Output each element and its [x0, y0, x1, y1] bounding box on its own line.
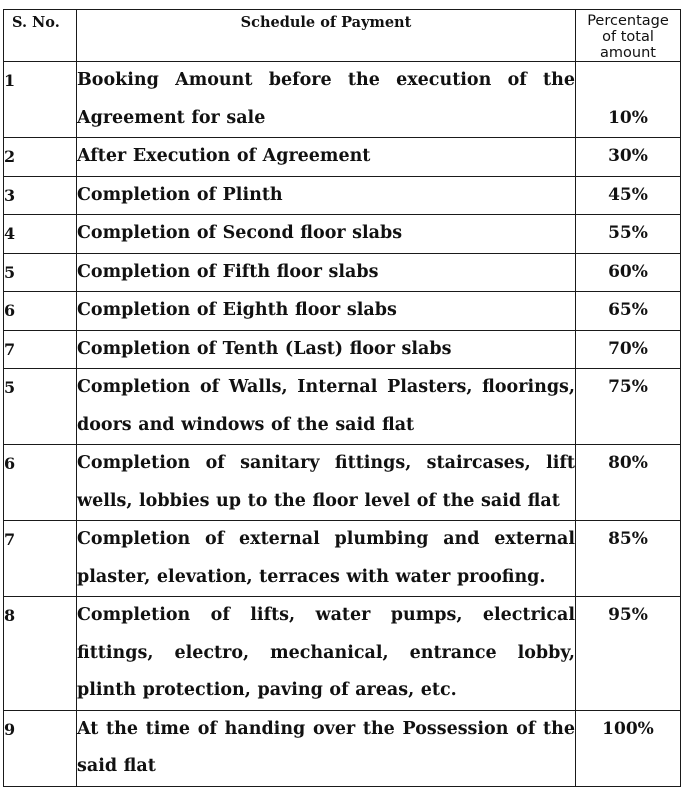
row-percentage: 45% — [576, 176, 681, 215]
row-sno: 6 — [4, 445, 77, 521]
header-sno: S. No. — [4, 10, 77, 62]
table-body — [4, 62, 681, 787]
row-schedule: Completion of Fifth floor slabs — [77, 253, 576, 292]
row-sno: 6 — [4, 292, 77, 331]
row-sno: 4 — [4, 215, 77, 254]
row-schedule: Booking Amount before the execution of the Agreement for sale — [77, 62, 576, 138]
row-schedule: Completion of Walls, Internal Plasters, floorings, doors and windows of the said flat — [77, 369, 576, 445]
table-row — [4, 62, 681, 138]
row-percentage: 80% — [576, 445, 681, 521]
row-schedule: Completion of lifts, water pumps, electrical fittings, electro, mechanical, entrance lobby, plinth protection, paving of areas, etc. — [77, 597, 576, 711]
row-schedule: After Execution of Agreement — [77, 138, 576, 177]
row-percentage: 10% — [576, 62, 681, 138]
row-sno: 9 — [4, 710, 77, 786]
table-row — [4, 710, 681, 786]
row-percentage: 65% — [576, 292, 681, 331]
header-percentage-line1: Percentage — [587, 13, 669, 29]
row-schedule: Completion of sanitary fittings, staircases, lift wells, lobbies up to the floor level of the said flat — [77, 445, 576, 521]
row-sno: 5 — [4, 253, 77, 292]
row-percentage: 100% — [576, 710, 681, 786]
row-schedule: Completion of external plumbing and external plaster, elevation, terraces with water proofing. — [77, 521, 576, 597]
table-row — [4, 330, 681, 369]
table-row — [4, 138, 681, 177]
row-schedule: At the time of handing over the Possession of the said flat — [77, 710, 576, 786]
payment-schedule-table — [3, 9, 681, 787]
row-sno: 8 — [4, 597, 77, 711]
header-percentage-line2: of total — [602, 29, 654, 45]
table-row — [4, 445, 681, 521]
row-percentage: 75% — [576, 369, 681, 445]
header-percentage — [576, 10, 681, 62]
row-percentage: 85% — [576, 521, 681, 597]
row-sno: 3 — [4, 176, 77, 215]
table-row — [4, 176, 681, 215]
table-row — [4, 253, 681, 292]
table-row — [4, 521, 681, 597]
row-percentage: 30% — [576, 138, 681, 177]
row-percentage: 95% — [576, 597, 681, 711]
row-percentage: 60% — [576, 253, 681, 292]
row-schedule: Completion of Plinth — [77, 176, 576, 215]
table-row — [4, 215, 681, 254]
row-schedule: Completion of Eighth floor slabs — [77, 292, 576, 331]
header-row — [4, 10, 681, 62]
row-sno: 5 — [4, 369, 77, 445]
row-percentage: 55% — [576, 215, 681, 254]
table-row — [4, 369, 681, 445]
table-row — [4, 292, 681, 331]
header-percentage-line3: amount — [600, 45, 656, 61]
row-schedule: Completion of Tenth (Last) floor slabs — [77, 330, 576, 369]
row-sno: 7 — [4, 330, 77, 369]
table-row — [4, 597, 681, 711]
row-sno: 1 — [4, 62, 77, 138]
header-schedule: Schedule of Payment — [77, 10, 576, 62]
row-sno: 7 — [4, 521, 77, 597]
row-schedule: Completion of Second floor slabs — [77, 215, 576, 254]
row-percentage: 70% — [576, 330, 681, 369]
table-header — [4, 10, 681, 62]
row-sno: 2 — [4, 138, 77, 177]
